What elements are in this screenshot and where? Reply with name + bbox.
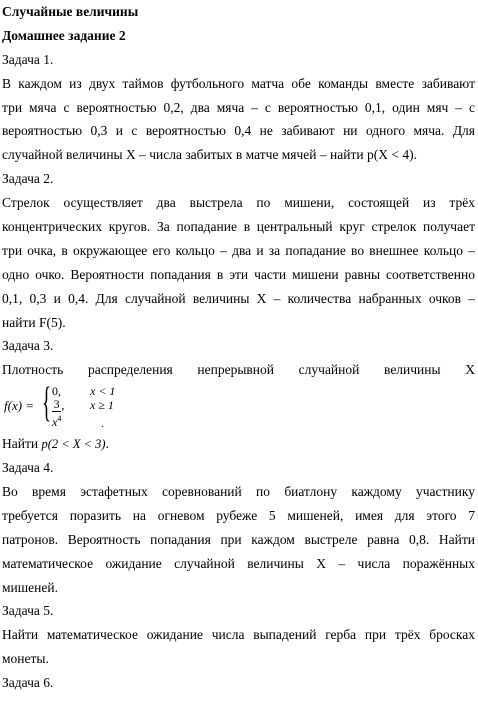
task-2-text-line: три очка, в окружающее его кольцо – два и за попадание во внешнее кольцо – [2, 242, 475, 258]
task-3-find-label: Найти [2, 436, 39, 452]
task-1-text-line: случайной величины X – числа забитых в матче мячей – найти p(X < 4). [2, 147, 417, 163]
task-3-find-end: . [105, 436, 109, 452]
task-3-text-line: Плотность распределения непрерывной случайной величины X [2, 362, 475, 378]
task-3-heading: Задача 3. [2, 338, 54, 354]
formula-denominator-power: 4 [57, 414, 62, 424]
task-6-heading: Задача 6. [2, 675, 54, 691]
task-1-heading: Задача 1. [2, 51, 54, 67]
task-4-text-line: требуется поразить на огневом рубеже 5 мишеней, имея для этого 7 [2, 507, 475, 523]
document-title: Случайные величины [2, 4, 139, 19]
task-5-text-line: Найти математическое ожидание числа выпадений герба при трёх бросках [2, 627, 475, 643]
task-1-text-line: вероятностью 0,3 и с вероятностью 0,4 не забивают ни одного мяча. Для [2, 123, 475, 139]
formula-brace: { [42, 380, 52, 427]
task-1-text-line: В каждом из двух таймов футбольного матча обе команды вместе забивают [2, 75, 475, 91]
task-2-text-line: найти F(5). [2, 314, 66, 330]
formula-case-2-comma: , [61, 398, 65, 413]
formula-case-1-condition: x < 1 [90, 384, 116, 399]
task-4-text-line: Во время эстафетных соревнований по биатлону каждому участнику [2, 484, 475, 500]
task-4-text-line: патронов. Вероятность попадания при каждом выстреле равна 0,8. Найти [2, 531, 475, 547]
formula-denominator-base: x [52, 415, 58, 430]
formula-case-1-value: 0, [52, 384, 61, 399]
task-4-heading: Задача 4. [2, 460, 54, 476]
document-subtitle: Домашнее задание 2 [2, 27, 126, 43]
task-2-text-line: одно очко. Вероятности попадания в эти части мишени равны соответственно [2, 266, 475, 282]
formula-fraction-numerator: 3 [53, 397, 60, 412]
task-5-text-line: монеты. [2, 651, 49, 667]
task-3-find-line [2, 432, 475, 456]
formula-fraction-denominator [52, 412, 61, 429]
task-2-text-line: 0,1, 0,3 и 0,4. Для случайной величины X – количества набранных очков – [2, 290, 475, 306]
task-4-text-line: математическое ожидание случайной величины X – числа поражённых [2, 555, 475, 571]
task-2-text-line: Стрелок осуществляет два выстрела по мишени, состоящей из трёх [2, 195, 475, 211]
formula-end-dot: . [101, 416, 104, 431]
formula-case-2-condition: x ≥ 1 [90, 398, 114, 413]
task-2-heading: Задача 2. [2, 171, 54, 187]
task-4-text-line: мишеней. [2, 579, 58, 595]
task-2-text-line: концентрических кругов. За попадание в центральный круг стрелок получает [2, 219, 475, 235]
task-1-text-line: три мяча с вероятностью 0,2, два мяча – с вероятностью 0,1, один мяч – с [2, 99, 475, 115]
task-3-find-expression: p(2 < X < 3) [41, 437, 106, 452]
formula-case-2 [52, 397, 114, 430]
formula-lhs: f(x) = [4, 398, 35, 414]
task-5-heading: Задача 5. [2, 603, 54, 619]
density-formula [2, 382, 475, 432]
formula-fraction [52, 398, 61, 429]
